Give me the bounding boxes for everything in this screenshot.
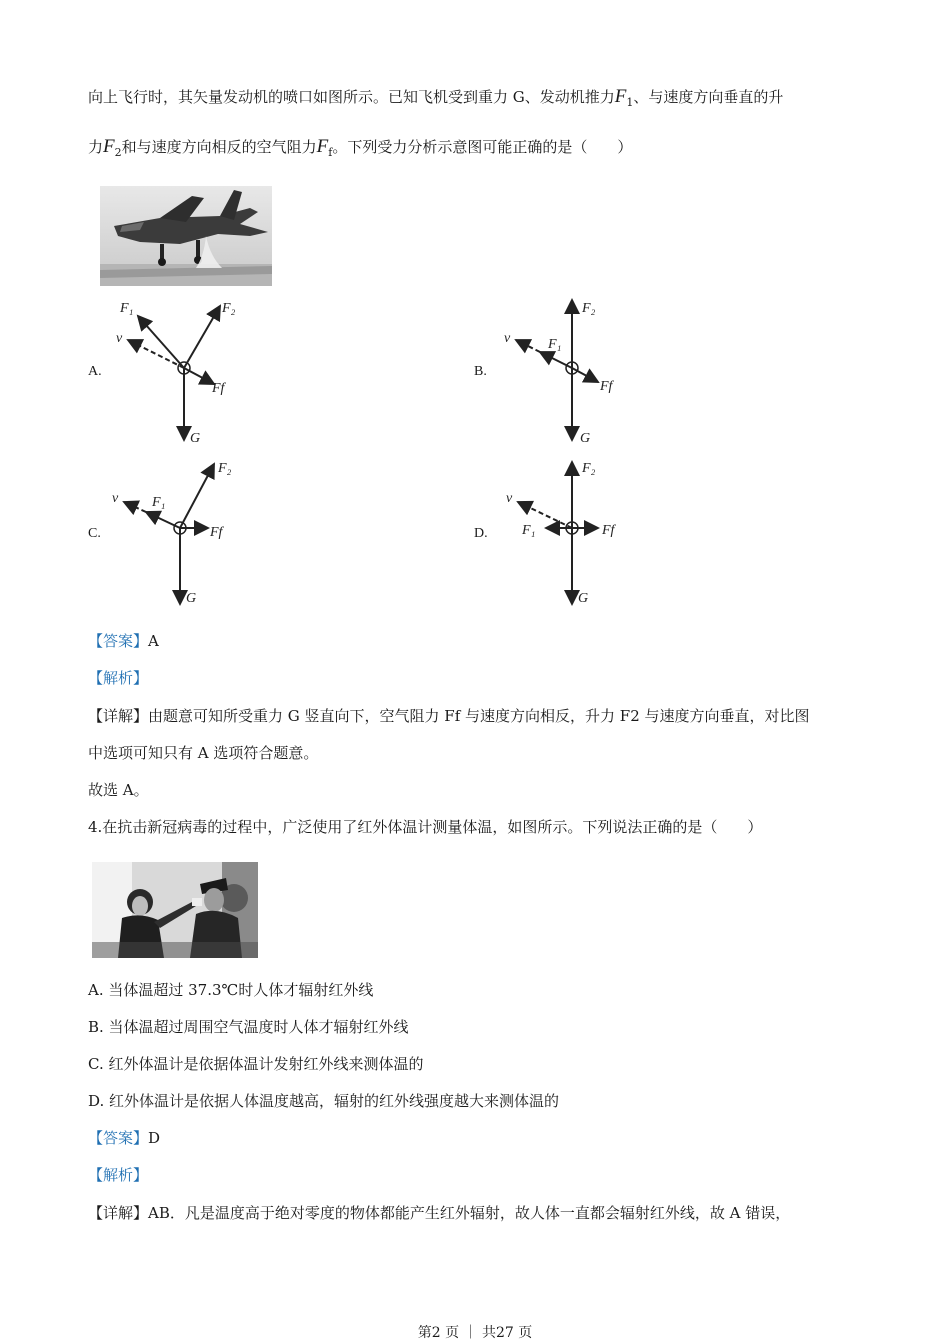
- label-F1: F₁: [548, 337, 562, 352]
- arrow-v: [128, 340, 184, 368]
- option-a-label: A.: [88, 364, 102, 379]
- q3-stem-line1: [88, 86, 783, 114]
- q4-option-c: C. 红外体温计是依据体温计发射红外线来测体温的: [88, 1055, 424, 1073]
- q4-detail-line1: [88, 1202, 790, 1224]
- label-F2: F₂: [222, 301, 236, 316]
- q3-stem-text-e: 。下列受力分析示意图可能正确的是（ ）: [332, 138, 633, 156]
- label-F1: F₁: [152, 495, 166, 510]
- arrow-v: [516, 340, 540, 352]
- option-b-label: B.: [474, 364, 487, 379]
- q3-stem-text-a: 向上飞行时，其矢量发动机的喷口如图所示。已知飞机受到重力 G、发动机推力: [88, 88, 615, 106]
- label-F2: F₂: [582, 301, 596, 316]
- answer-value: D: [148, 1129, 161, 1147]
- option-c-label: C.: [88, 526, 101, 541]
- arrow-v: [124, 502, 146, 512]
- label-v: v: [116, 331, 123, 346]
- q3-stem-text-d: 和与速度方向相反的空气阻力: [121, 138, 317, 156]
- arrow-F1: [540, 352, 572, 368]
- q4-stem: 4.在抗击新冠病毒的过程中，广泛使用了红外体温计测量体温，如图所示。下列说法正确的是（ ）: [88, 818, 763, 836]
- arrow-F1: [146, 512, 180, 528]
- q3-stem-text-c: 力: [88, 138, 104, 156]
- q4-option-b: B. 当体温超过周围空气温度时人体才辐射红外线: [88, 1018, 409, 1036]
- q3-conclusion: 故选 A。: [88, 781, 149, 799]
- label-G: G: [578, 591, 589, 606]
- label-G: G: [190, 431, 201, 446]
- label-F1: F₁: [120, 301, 134, 316]
- arrow-F2: [184, 306, 220, 368]
- detail-text: 由题意可知所受重力 G 竖直向下，空气阻力 Ff 与速度方向相反，升力 F2 与速度方向垂直，对比图: [148, 707, 810, 725]
- label-Ff: Ff: [602, 523, 615, 538]
- jet-photo: [100, 186, 272, 286]
- symbol-F2: F: [103, 136, 115, 157]
- label-F2: F₂: [218, 461, 232, 476]
- q3-stem-line2: [88, 136, 632, 164]
- label-v: v: [504, 331, 511, 346]
- symbol-F1-sub: 1: [626, 96, 634, 109]
- label-Ff: Ff: [210, 525, 223, 540]
- force-diagram-b: [500, 292, 640, 448]
- answer-tag: 【答案】: [88, 632, 149, 650]
- q4-answer: [88, 1127, 160, 1149]
- force-diagram-a: [110, 292, 250, 448]
- arrow-F2: [180, 464, 214, 528]
- q3-analysis-tag: 【解析】: [88, 669, 149, 687]
- q3-detail-line1: [88, 705, 810, 727]
- label-Ff: Ff: [600, 379, 613, 394]
- label-G: G: [186, 591, 197, 606]
- option-d-label: D.: [474, 526, 488, 541]
- q3-stem-text-b: 、与速度方向垂直的升: [633, 88, 784, 106]
- q3-detail-line2: 中选项可知只有 A 选项符合题意。: [88, 744, 319, 762]
- page-footer: 第2 页 ｜ 共27 页: [417, 1325, 533, 1341]
- answer-tag: 【答案】: [88, 1129, 149, 1147]
- symbol-Ff: F: [316, 136, 329, 157]
- q4-option-a: A. 当体温超过 37.3℃时人体才辐射红外线: [88, 981, 374, 999]
- arrow-F1: [138, 316, 184, 368]
- arrow-Ff: [184, 368, 214, 384]
- symbol-Ff-sub: f: [328, 146, 333, 159]
- symbol-F1: F: [614, 86, 627, 107]
- label-G: G: [580, 431, 591, 446]
- label-v: v: [112, 491, 119, 506]
- q3-answer: [88, 630, 159, 652]
- detail-tag: 【详解】: [88, 1204, 149, 1222]
- label-F1: F₁: [522, 523, 536, 538]
- q4-option-d: D. 红外体温计是依据人体温度越高，辐射的红外线强度越大来测体温的: [88, 1092, 560, 1110]
- q4-analysis-tag: 【解析】: [88, 1166, 149, 1184]
- thermometer-photo: [92, 862, 258, 958]
- label-Ff: Ff: [212, 381, 225, 396]
- answer-value: A: [148, 632, 159, 650]
- label-F2: F₂: [582, 461, 596, 476]
- symbol-F2-sub: 2: [114, 146, 122, 159]
- detail-text: AB．凡是温度高于绝对零度的物体都能产生红外辐射，故人体一直都会辐射红外线，故 A 错误，: [148, 1204, 791, 1222]
- arrow-Ff: [572, 368, 598, 382]
- force-diagram-d: [500, 456, 640, 612]
- detail-tag: 【详解】: [88, 707, 149, 725]
- label-v: v: [506, 491, 513, 506]
- force-diagram-c: [110, 456, 250, 612]
